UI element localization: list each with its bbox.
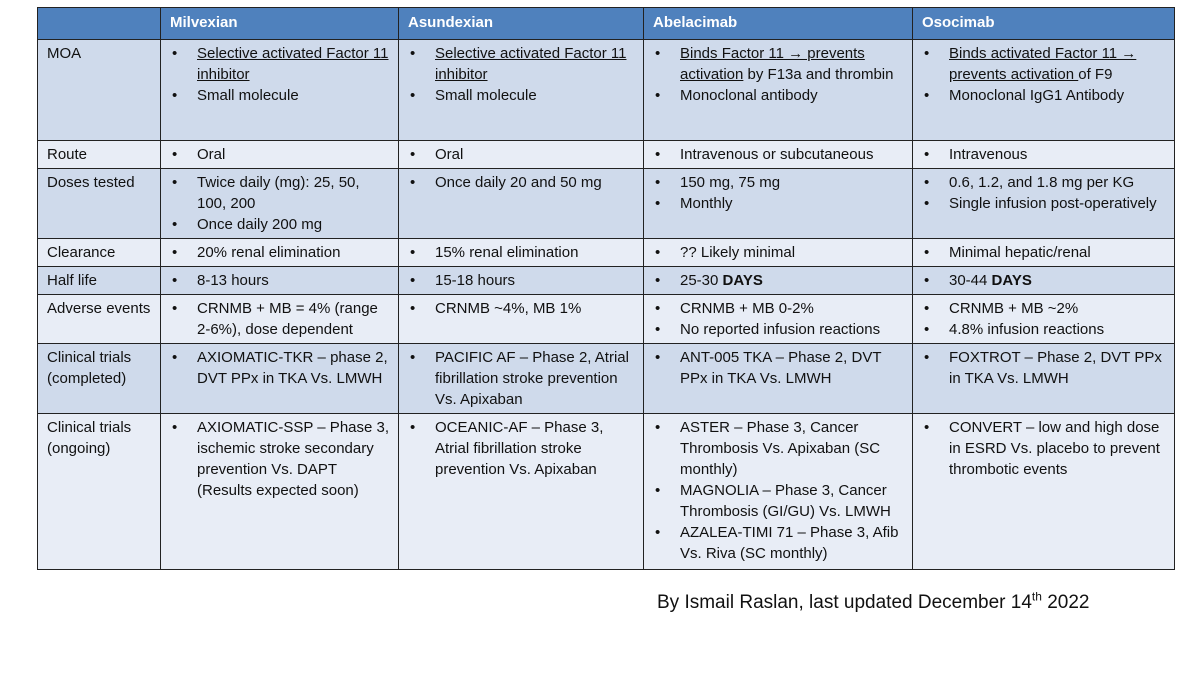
row-label: Clinical trials (completed) bbox=[38, 344, 161, 414]
list-item: • OCEANIC-AF – Phase 3, Atrial fibrillation stroke prevention Vs. Apixaban bbox=[408, 417, 635, 480]
list-item: • Monoclonal antibody bbox=[653, 85, 904, 106]
list-item: • ANT-005 TKA – Phase 2, DVT PPx in TKA Vs. LMWH bbox=[653, 347, 904, 389]
list-item: • AXIOMATIC-TKR – phase 2, DVT PPx in TKA Vs. LMWH bbox=[170, 347, 390, 389]
cell-abelacimab bbox=[644, 141, 913, 169]
list-item: • Intravenous bbox=[922, 144, 1166, 165]
cell-asundexian bbox=[399, 40, 644, 141]
list-item: • CRNMB + MB = 4% (range 2-6%), dose dependent bbox=[170, 298, 390, 340]
cell-abelacimab bbox=[644, 414, 913, 570]
cell-asundexian bbox=[399, 141, 644, 169]
list-item: • Binds activated Factor 11 → prevents activation of F9 bbox=[922, 43, 1166, 85]
cell-osocimab bbox=[913, 169, 1175, 239]
row-label: MOA bbox=[38, 40, 161, 141]
cell-asundexian bbox=[399, 344, 644, 414]
row-label: Clinical trials (ongoing) bbox=[38, 414, 161, 570]
cell-asundexian bbox=[399, 414, 644, 570]
row-label: Doses tested bbox=[38, 169, 161, 239]
cell-abelacimab bbox=[644, 295, 913, 344]
cell-milvexian bbox=[161, 40, 399, 141]
list-item: • ?? Likely minimal bbox=[653, 242, 904, 263]
list-item: • Oral bbox=[170, 144, 390, 165]
footer-credit bbox=[657, 589, 1090, 614]
header-milvexian: Milvexian bbox=[161, 8, 399, 40]
row-doses bbox=[38, 169, 1175, 239]
cell-milvexian bbox=[161, 344, 399, 414]
list-item: • CRNMB + MB ~2% bbox=[922, 298, 1166, 319]
cell-abelacimab bbox=[644, 267, 913, 295]
footer-year: 2022 bbox=[1041, 592, 1090, 613]
list-item: • MAGNOLIA – Phase 3, Cancer Thrombosis (GI/GU) Vs. LMWH bbox=[653, 480, 904, 522]
header-row bbox=[38, 8, 1175, 40]
list-item: • No reported infusion reactions bbox=[653, 319, 904, 340]
cell-milvexian bbox=[161, 239, 399, 267]
list-item: • 150 mg, 75 mg bbox=[653, 172, 904, 193]
corner-header bbox=[38, 8, 161, 40]
row-label: Adverse events bbox=[38, 295, 161, 344]
list-item: • CONVERT – low and high dose in ESRD Vs. placebo to prevent thrombotic events bbox=[922, 417, 1166, 480]
cell-asundexian bbox=[399, 169, 644, 239]
list-item: • Minimal hepatic/renal bbox=[922, 242, 1166, 263]
header-osocimab: Osocimab bbox=[913, 8, 1175, 40]
row-label: Clearance bbox=[38, 239, 161, 267]
cell-asundexian bbox=[399, 267, 644, 295]
cell-abelacimab bbox=[644, 239, 913, 267]
cell-osocimab bbox=[913, 344, 1175, 414]
footer-superscript: th bbox=[1031, 589, 1042, 604]
row-label: Route bbox=[38, 141, 161, 169]
list-item: • 15% renal elimination bbox=[408, 242, 635, 263]
row-label: Half life bbox=[38, 267, 161, 295]
list-item: • Oral bbox=[408, 144, 635, 165]
cell-osocimab bbox=[913, 141, 1175, 169]
cell-milvexian bbox=[161, 295, 399, 344]
row-route bbox=[38, 141, 1175, 169]
comparison-table bbox=[37, 7, 1175, 570]
row-adverse-events bbox=[38, 295, 1175, 344]
cell-osocimab bbox=[913, 239, 1175, 267]
list-item: • AZALEA-TIMI 71 – Phase 3, Afib Vs. Riva (SC monthly) bbox=[653, 522, 904, 564]
list-item: • PACIFIC AF – Phase 2, Atrial fibrillation stroke prevention Vs. Apixaban bbox=[408, 347, 635, 410]
cell-osocimab bbox=[913, 295, 1175, 344]
row-moa bbox=[38, 40, 1175, 141]
header-abelacimab: Abelacimab bbox=[644, 8, 913, 40]
list-item: • Monoclonal IgG1 Antibody bbox=[922, 85, 1166, 106]
footer-text: By Ismail Raslan, last updated December 14 bbox=[657, 592, 1032, 613]
list-item: • FOXTROT – Phase 2, DVT PPx in TKA Vs. LMWH bbox=[922, 347, 1166, 389]
list-item: • 20% renal elimination bbox=[170, 242, 390, 263]
list-item: • 8-13 hours bbox=[170, 270, 390, 291]
row-halflife bbox=[38, 267, 1175, 295]
cell-abelacimab bbox=[644, 40, 913, 141]
list-item: • 4.8% infusion reactions bbox=[922, 319, 1166, 340]
list-item: • ASTER – Phase 3, Cancer Thrombosis Vs. Apixaban (SC monthly) bbox=[653, 417, 904, 480]
list-item: • CRNMB ~4%, MB 1% bbox=[408, 298, 635, 319]
list-item: • Selective activated Factor 11 inhibitor bbox=[170, 43, 390, 85]
cell-milvexian bbox=[161, 169, 399, 239]
cell-milvexian bbox=[161, 414, 399, 570]
list-item: • Single infusion post-operatively bbox=[922, 193, 1166, 214]
row-trials-completed bbox=[38, 344, 1175, 414]
row-clearance bbox=[38, 239, 1175, 267]
cell-osocimab bbox=[913, 414, 1175, 570]
cell-asundexian bbox=[399, 295, 644, 344]
list-item: • Once daily 200 mg bbox=[170, 214, 390, 235]
cell-milvexian bbox=[161, 141, 399, 169]
list-item: • 15-18 hours bbox=[408, 270, 635, 291]
list-item: • 30-44 DAYS bbox=[922, 270, 1166, 291]
list-item: • Twice daily (mg): 25, 50, 100, 200 bbox=[170, 172, 390, 214]
list-item: • 25-30 DAYS bbox=[653, 270, 904, 291]
list-item: • AXIOMATIC-SSP – Phase 3, ischemic stroke secondary prevention Vs. DAPT (Results expected soon) bbox=[170, 417, 390, 501]
list-item: • Small molecule bbox=[170, 85, 390, 106]
list-item: • Binds Factor 11 → prevents activation by F13a and thrombin bbox=[653, 43, 904, 85]
cell-osocimab bbox=[913, 267, 1175, 295]
list-item: • CRNMB + MB 0-2% bbox=[653, 298, 904, 319]
cell-abelacimab bbox=[644, 169, 913, 239]
cell-osocimab bbox=[913, 40, 1175, 141]
cell-milvexian bbox=[161, 267, 399, 295]
list-item: • Small molecule bbox=[408, 85, 635, 106]
row-trials-ongoing bbox=[38, 414, 1175, 570]
list-item: • Monthly bbox=[653, 193, 904, 214]
list-item: • Selective activated Factor 11 inhibitor bbox=[408, 43, 635, 85]
list-item: • Intravenous or subcutaneous bbox=[653, 144, 904, 165]
cell-asundexian bbox=[399, 239, 644, 267]
header-asundexian: Asundexian bbox=[399, 8, 644, 40]
list-item: • Once daily 20 and 50 mg bbox=[408, 172, 635, 193]
cell-abelacimab bbox=[644, 344, 913, 414]
list-item: • 0.6, 1.2, and 1.8 mg per KG bbox=[922, 172, 1166, 193]
